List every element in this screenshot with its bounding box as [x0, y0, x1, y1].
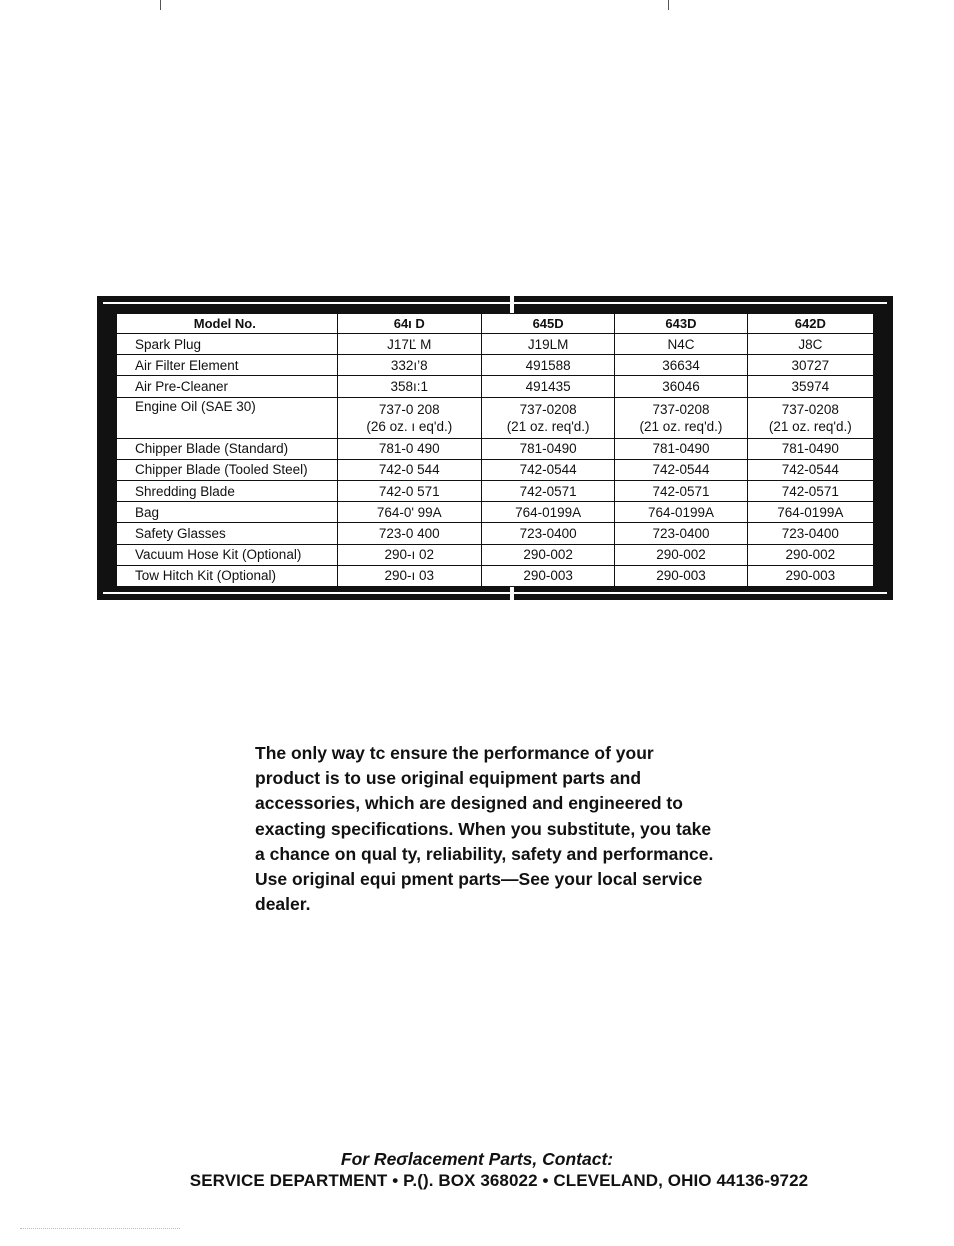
- table-row: [117, 376, 874, 397]
- table-row: [117, 355, 874, 376]
- part-number-cell: [615, 544, 747, 565]
- part-number-cell: [337, 334, 481, 355]
- oil-quantity: (21 oz. req'd.): [506, 418, 590, 434]
- part-number-cell: [615, 502, 747, 523]
- part-number: 290-002: [523, 547, 573, 563]
- part-number-cell: [337, 459, 481, 480]
- contact-title: For Reσlacement Parts, Contact:: [340, 1149, 614, 1169]
- part-number: 737-0 208: [378, 401, 440, 417]
- part-number: 491435: [525, 378, 571, 394]
- part-number: 723-0400: [652, 525, 710, 541]
- parts-table-body: [117, 334, 874, 587]
- part-number-cell: [747, 523, 873, 544]
- notice-line: dealer.: [255, 894, 311, 915]
- part-number: 781-0490: [519, 441, 577, 457]
- table-row: [117, 397, 874, 438]
- part-number: 290-ı 02: [384, 547, 435, 563]
- part-number-cell: [747, 376, 873, 397]
- part-name-cell: Vacuum Hose Kit (Optional): [117, 544, 338, 565]
- notice-line: The only way tс ensure the performance of your: [255, 743, 654, 763]
- part-number-cell: [747, 459, 873, 480]
- part-number: 36046: [662, 378, 700, 394]
- part-number: 290-002: [656, 547, 706, 563]
- parts-table-frame: [97, 296, 893, 600]
- part-number-cell: [615, 565, 747, 586]
- part-number: 742-0 544: [378, 462, 440, 478]
- notice-line: product is to use original equipment parts and: [255, 768, 642, 789]
- part-number: 737-0208: [781, 401, 839, 417]
- table-header-row: [117, 314, 874, 334]
- part-number: 737-0208: [519, 401, 577, 417]
- frame-gap: [510, 296, 514, 313]
- column-header: 642D: [747, 314, 873, 334]
- part-number-cell: [481, 544, 614, 565]
- part-number: 742-0544: [652, 462, 710, 478]
- part-number-cell: [747, 438, 873, 459]
- part-number: 290-ı 03: [384, 568, 435, 584]
- part-number-cell: [615, 355, 747, 376]
- part-number-cell: [615, 376, 747, 397]
- oil-quantity: (21 oz. req'd.): [768, 418, 852, 434]
- part-number-cell: [337, 397, 481, 438]
- part-name-cell: Tow Hitch Kit (Optional): [117, 565, 338, 586]
- scan-mark: [160, 0, 161, 10]
- part-name-cell: Engine Oil (SAE 30): [117, 397, 338, 438]
- part-number-cell: [747, 502, 873, 523]
- part-number: 290-002: [785, 547, 836, 563]
- column-header: 64ı D: [337, 314, 481, 334]
- frame-rule: [103, 302, 887, 304]
- part-number-cell: [615, 438, 747, 459]
- part-number-cell: [481, 376, 614, 397]
- part-number: 290-003: [523, 568, 573, 584]
- part-number: 723-0400: [519, 525, 577, 541]
- part-number: 764-0199A: [647, 504, 714, 520]
- part-number-cell: [337, 544, 481, 565]
- part-number-cell: [481, 459, 614, 480]
- part-number-cell: [747, 565, 873, 586]
- part-number-cell: [481, 397, 614, 438]
- part-number-cell: [481, 334, 614, 355]
- parts-table: [116, 313, 874, 587]
- part-number: 35974: [791, 378, 830, 394]
- part-name-cell: Air Pre-Cleaner: [117, 376, 338, 397]
- part-number: J17Ľ M: [387, 336, 432, 352]
- part-name-cell: Safety Glasses: [117, 523, 338, 544]
- part-number: J19LM: [527, 336, 569, 352]
- part-number: 742-0571: [519, 483, 577, 499]
- part-name-cell: Chipper Blade (Standard): [117, 438, 338, 459]
- part-number: 290-003: [656, 568, 706, 584]
- frame-gap: [510, 587, 514, 600]
- part-number-cell: [615, 481, 747, 502]
- part-number: 742-0 571: [378, 483, 440, 499]
- part-number-cell: [481, 502, 614, 523]
- column-header: 643D: [615, 314, 747, 334]
- part-number-cell: [337, 438, 481, 459]
- notice-line: accessories, which are designed and engineered to: [255, 793, 683, 814]
- part-number-cell: [337, 376, 481, 397]
- frame-rule: [103, 592, 887, 594]
- part-number: 36634: [662, 357, 700, 373]
- part-number-cell: [615, 523, 747, 544]
- table-row: [117, 459, 874, 480]
- part-name-cell: Spark Plug: [117, 334, 338, 355]
- part-number-cell: [337, 502, 481, 523]
- part-number-cell: [615, 334, 747, 355]
- part-number: 491588: [525, 357, 571, 373]
- part-number-cell: [481, 355, 614, 376]
- part-number: 742-0571: [781, 483, 839, 499]
- part-number: 332ı’8: [390, 357, 428, 373]
- part-name-cell: Chipper Blade (Tooled Steel): [117, 459, 338, 480]
- part-number-cell: [747, 481, 873, 502]
- part-number: 781-0490: [652, 441, 710, 457]
- table-row: [117, 438, 874, 459]
- part-number-cell: [615, 459, 747, 480]
- part-number-cell: [337, 523, 481, 544]
- part-number: 742-0571: [652, 483, 710, 499]
- part-number: 290-003: [785, 568, 836, 584]
- part-number-cell: [747, 355, 873, 376]
- part-number-cell: [481, 481, 614, 502]
- column-header: 645D: [481, 314, 614, 334]
- part-name-cell: Bag: [117, 502, 338, 523]
- part-number: J8C: [798, 336, 823, 352]
- notice-paragraph: [255, 741, 755, 917]
- table-row: [117, 334, 874, 355]
- part-number-cell: [337, 565, 481, 586]
- part-number: 30727: [791, 357, 830, 373]
- oil-quantity: (26 oz. ı eq'd.): [366, 418, 453, 434]
- part-name-cell: Air Filter Element: [117, 355, 338, 376]
- part-number-cell: [747, 544, 873, 565]
- table-row: [117, 565, 874, 586]
- contact-address: SERVICE DEPARTMENT • P.(). BOX 368022 • CLEVELAND, OHIO 44136-9722: [189, 1171, 809, 1190]
- part-number: 358ı:1: [390, 378, 429, 394]
- part-number-cell: [337, 355, 481, 376]
- table-row: [117, 544, 874, 565]
- part-number: 742-0544: [519, 462, 577, 478]
- part-number-cell: [747, 397, 873, 438]
- part-number: 723-0400: [781, 525, 839, 541]
- part-number: 723-0 400: [378, 525, 440, 541]
- part-number: 737-0208: [652, 401, 710, 417]
- part-name-cell: Shredding Blade: [117, 481, 338, 502]
- part-number: 764-0' 99A: [376, 504, 442, 520]
- table-row: [117, 523, 874, 544]
- table-row: [117, 502, 874, 523]
- oil-quantity: (21 oz. req'd.): [639, 418, 723, 434]
- part-number: N4C: [667, 336, 695, 352]
- column-header: Model No.: [117, 314, 338, 334]
- part-number-cell: [481, 523, 614, 544]
- scan-smudge: [20, 1228, 180, 1230]
- part-number-cell: [747, 334, 873, 355]
- notice-line: exacting specificɑtions. When you substitute, you take: [255, 818, 712, 839]
- part-number: 764-0199A: [515, 504, 582, 520]
- part-number: 781-0 490: [378, 441, 440, 457]
- notice-line: a chance on qual ty, reliability, safety and performance.: [255, 843, 714, 864]
- part-number: 781-0490: [781, 441, 839, 457]
- part-number-cell: [337, 481, 481, 502]
- part-number-cell: [615, 397, 747, 438]
- scan-mark: [668, 0, 669, 10]
- notice-line: Use original equi pment parts—See your local service: [255, 869, 703, 890]
- part-number: 742-0544: [781, 462, 839, 478]
- part-number-cell: [481, 565, 614, 586]
- table-row: [117, 481, 874, 502]
- part-number: 764-0199A: [777, 504, 844, 520]
- part-number-cell: [481, 438, 614, 459]
